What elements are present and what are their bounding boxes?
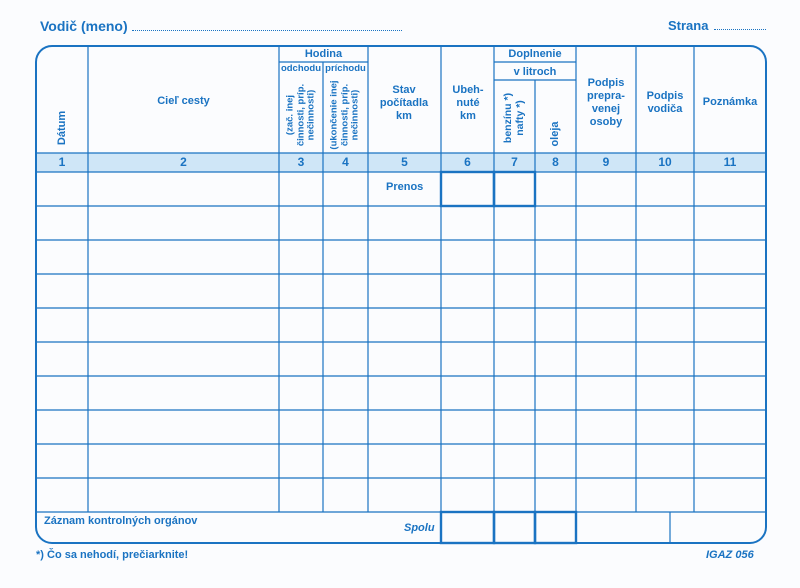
driver-label: Vodič (meno)	[40, 18, 128, 34]
prenos-label: Prenos	[386, 181, 424, 193]
col-number-1: 1	[58, 155, 66, 169]
col-prichodu-note: (ukončenie inej činnosti, príp. nečinnosti)	[328, 80, 361, 150]
col-number-11: 11	[723, 155, 737, 169]
col-number-8: 8	[552, 155, 559, 169]
form-code: IGAZ 056	[706, 549, 754, 561]
col-podpis-vodica-header: Podpis vodiča	[646, 90, 684, 115]
spolu-fuel-box	[494, 512, 535, 543]
col-odchodu-header: odchodu	[280, 63, 322, 74]
spolu-oil-box	[535, 512, 576, 543]
col-number-10: 10	[658, 155, 672, 169]
col-poznamka-header: Poznámka	[702, 96, 758, 108]
col-oleja-label: oleja	[548, 121, 561, 147]
col-number-4: 4	[342, 155, 349, 169]
page-label: Strana	[668, 18, 709, 33]
col-v-litroch-header: v litroch	[513, 66, 557, 78]
col-podpis-prepr-header: Podpis prepra- venej osoby	[587, 77, 625, 128]
col-ubeh-header: Ubeh- nuté km	[452, 84, 484, 122]
col-stav-header: Stav počítadla km	[379, 84, 429, 122]
control-record-label: Záznam kontrolných orgánov	[44, 515, 198, 527]
prenos-km-box	[441, 172, 494, 206]
spolu-label: Spolu	[404, 522, 435, 534]
prenos-fuel-box	[494, 172, 535, 206]
col-doplnenie-header: Doplnenie	[508, 48, 562, 60]
col-datum-label: Dátum	[55, 110, 68, 146]
col-prichodu-header: príchodu	[325, 63, 366, 74]
col-number-9: 9	[602, 155, 610, 169]
col-odchodu-note: (zač. inej činnosti, príp. nečinnosti)	[284, 83, 317, 147]
col-benzin-label: benzínu *) nafty *)	[502, 92, 526, 144]
col-ciel-header: Cieľ cesty	[157, 95, 210, 107]
spolu-km-box	[441, 512, 494, 543]
col-hodina-header: Hodina	[304, 48, 343, 60]
col-number-7: 7	[511, 155, 518, 169]
col-number-6: 6	[464, 155, 471, 169]
col-number-2: 2	[180, 155, 187, 169]
col-number-3: 3	[297, 155, 305, 169]
footnote: *) Čo sa nehodí, prečiarknite!	[36, 549, 189, 561]
col-number-5: 5	[401, 155, 408, 169]
